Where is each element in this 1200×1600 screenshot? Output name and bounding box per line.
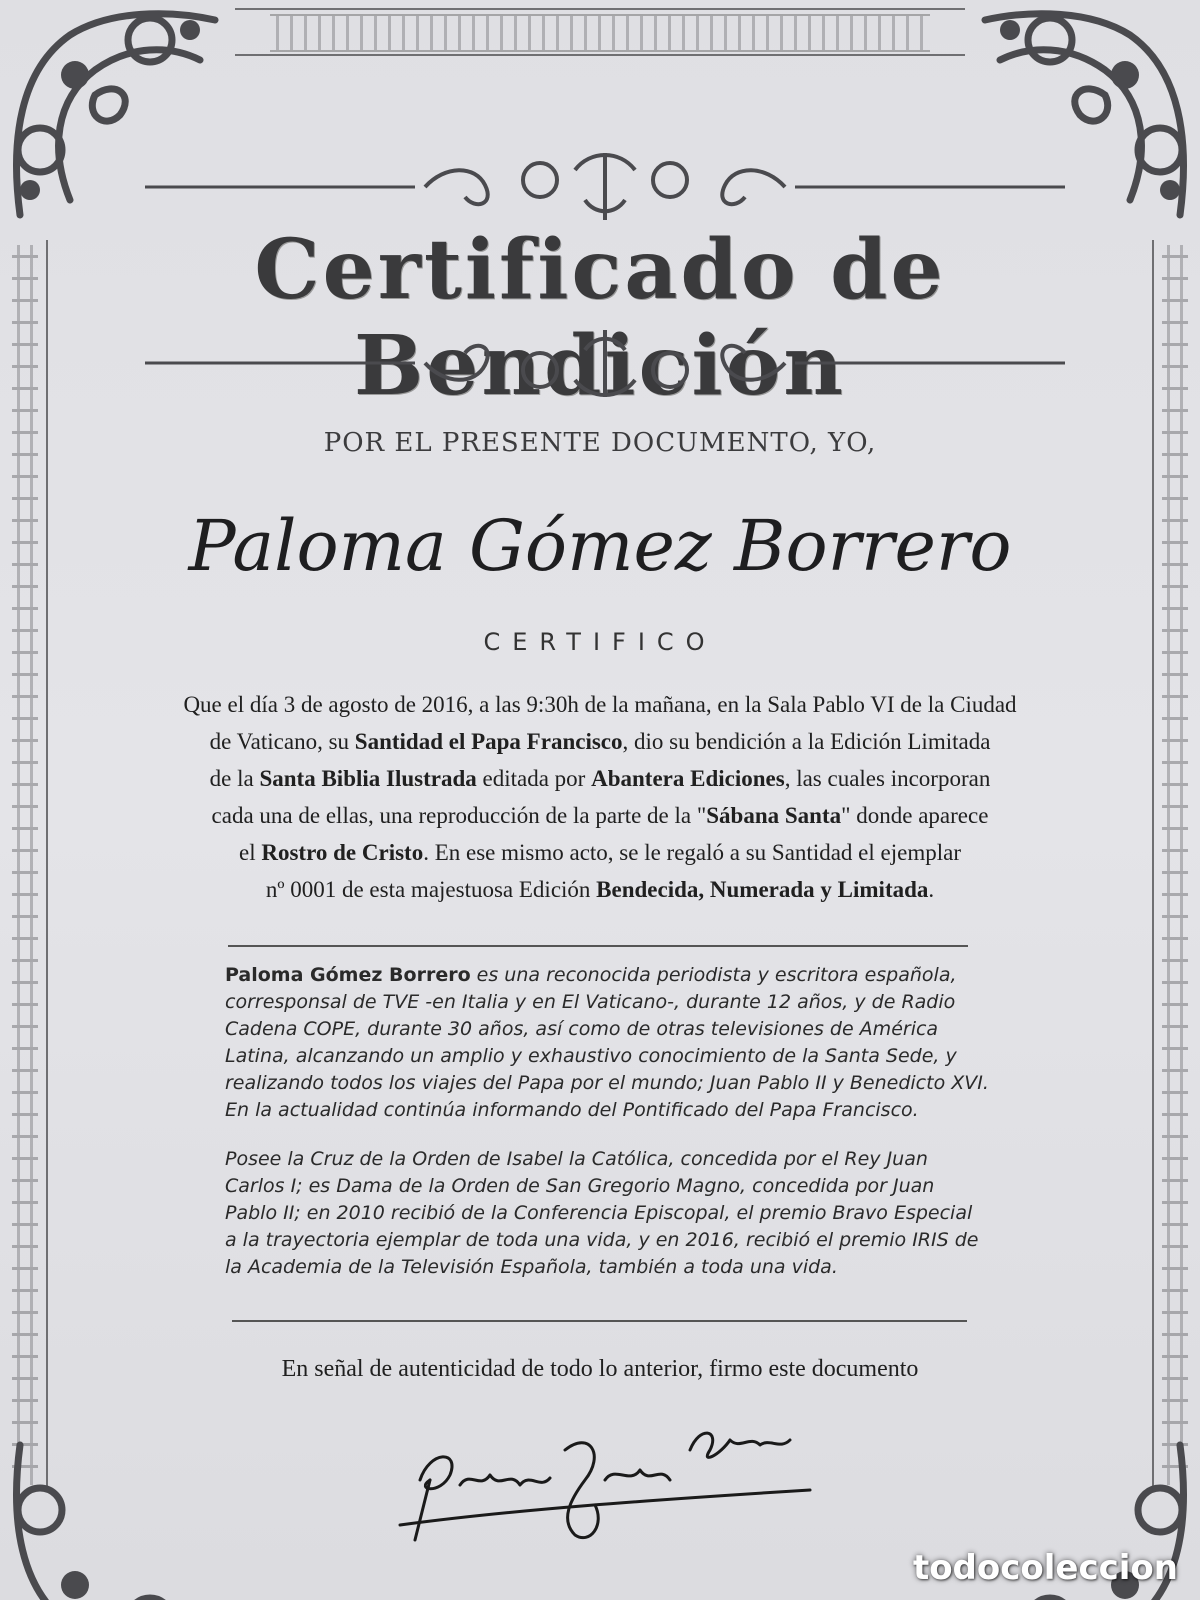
certifier-name: Paloma Gómez Borrero bbox=[188, 505, 1012, 587]
handwritten-signature bbox=[390, 1410, 830, 1560]
bio-line: Latina, alcanzando un amplio y exhaustivo conocimiento de la Santa Sede, y bbox=[225, 1045, 957, 1067]
bio-line: la Academia de la Televisión Española, también a toda una vida. bbox=[225, 1256, 838, 1278]
top-ornament-band bbox=[270, 14, 930, 52]
body-line: Que el día 3 de agosto de 2016, a las 9:30h de la mañana, en la Sala Pablo VI de la Ciudad bbox=[183, 692, 1017, 717]
certifico-heading: CERTIFICO bbox=[483, 628, 717, 656]
divider-line bbox=[228, 945, 968, 947]
closing-statement: En señal de autenticidad de todo lo anterior, firmo este documento bbox=[281, 1356, 919, 1382]
divider-scroll-icon bbox=[145, 145, 1065, 225]
body-line: de la Santa Biblia Ilustrada editada por Abantera Ediciones, las cuales incorporan bbox=[209, 766, 991, 791]
corner-flourish-icon bbox=[0, 1430, 230, 1600]
body-line: de Vaticano, su Santidad el Papa Francisco, dio su bendición a la Edición Limitada bbox=[209, 729, 991, 754]
bio-line: Paloma Gómez Borrero es una reconocida periodista y escritora española, bbox=[225, 964, 957, 986]
bio-line: a la trayectoria ejemplar de toda una vida, y en 2016, recibió el premio IRIS de bbox=[225, 1229, 979, 1251]
bio-spacer bbox=[225, 1124, 975, 1146]
biography bbox=[225, 962, 989, 1281]
bio-line: Cadena COPE, durante 30 años, así como de otras televisiones de América bbox=[225, 1018, 939, 1040]
bio-line: realizando todos los viajes del Papa por el mundo; Juan Pablo II y Benedicto XVI. bbox=[225, 1072, 989, 1094]
body-line: nº 0001 de esta majestuosa Edición Bendecida, Numerada y Limitada. bbox=[265, 877, 935, 902]
divider-line bbox=[232, 1320, 967, 1322]
bio-line: Posee la Cruz de la Orden de Isabel la Católica, concedida por el Rey Juan bbox=[225, 1148, 928, 1170]
certificate-body bbox=[120, 686, 1080, 908]
intro-text: POR EL PRESENTE DOCUMENTO, YO, bbox=[323, 428, 877, 458]
bio-line: Pablo II; en 2010 recibió de la Conferencia Episcopal, el premio Bravo Especial bbox=[225, 1202, 973, 1224]
bio-name: Paloma Gómez Borrero bbox=[225, 964, 471, 986]
body-line: el Rostro de Cristo. En ese mismo acto, se le regaló a su Santidad el ejemplar bbox=[239, 840, 961, 865]
frame-top-line-lower bbox=[235, 54, 965, 56]
bio-line: Carlos I; es Dama de la Orden de San Gregorio Magno, concedida por Juan bbox=[225, 1175, 935, 1197]
bio-line: corresponsal de TVE -en Italia y en El Vaticano-, durante 12 años, y de Radio bbox=[225, 991, 956, 1013]
certificate-title: Certificado de Bendición bbox=[254, 222, 946, 414]
watermark-text: todocoleccion bbox=[912, 1548, 1178, 1588]
divider-scroll-icon bbox=[145, 325, 1065, 405]
body-line: cada una de ellas, una reproducción de la parte de la "Sábana Santa" donde aparece bbox=[211, 803, 989, 828]
frame-top-line bbox=[235, 8, 965, 10]
bio-line: En la actualidad continúa informando del Pontificado del Papa Francisco. bbox=[225, 1099, 919, 1121]
